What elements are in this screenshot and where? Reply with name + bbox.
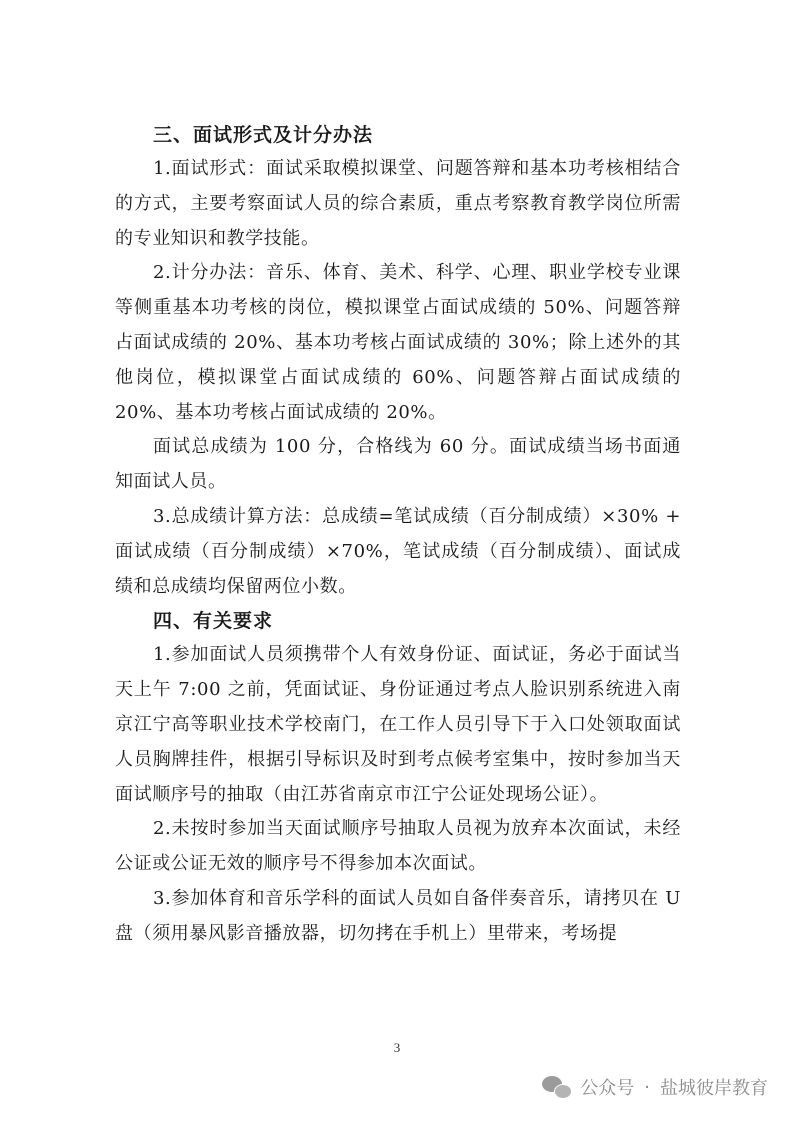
watermark-prefix: 公众号 — [580, 1078, 635, 1099]
section-4-paragraph-1: 1.参加面试人员须携带个人有效身份证、面试证，务必于面试当天上午 7:00 之前，凭面试证、身份证通过考点人脸识别系统进入南京江宁高等职业技术学校南门，在工作人员引导下于入口处领取面试人员胸牌挂件，根据引导标识及时到考点候考室集中，按时参加当天面试顺序号的抽取（由江苏省南京市江宁公证处现场公证）。 — [115, 644, 681, 805]
section-3-paragraph-1: 1.面试形式：面试采取模拟课堂、问题答辩和基本功考核相结合的方式，主要考察面试人员的综合素质，重点考察教育教学岗位所需的专业知识和教学技能。 — [115, 158, 681, 249]
section-4-heading: 四、有关要求 — [153, 610, 274, 633]
section-3-heading: 三、面试形式及计分办法 — [153, 124, 374, 146]
section-4-paragraph-3: 3.参加体育和音乐学科的面试人员如自备伴奏音乐，请拷贝在 U 盘（须用暴风影音播放器，切勿拷在手机上）里带来，考场提 — [115, 887, 681, 944]
document-body — [115, 118, 681, 952]
page-number: 3 — [393, 1040, 401, 1055]
section-3-paragraph-4: 3.总成绩计算方法：总成绩=笔试成绩（百分制成绩）×30% + 面试成绩（百分制成绩）×70%，笔试成绩（百分制成绩）、面试成绩和总成绩均保留两位小数。 — [115, 505, 681, 597]
wechat-icon — [542, 1074, 572, 1100]
section-3-paragraph-3: 面试总成绩为 100 分，合格线为 60 分。面试成绩当场书面通知面试人员。 — [115, 436, 681, 493]
section-4-paragraph-2: 2.未按时参加当天面试顺序号抽取人员视为放弃本次面试，未经公证或公证无效的顺序号不得参加本次面试。 — [115, 818, 681, 875]
wechat-watermark — [542, 1074, 768, 1100]
watermark-account-name: 盐城彼岸教育 — [660, 1078, 768, 1099]
watermark-separator: · — [644, 1076, 650, 1098]
section-3-paragraph-2: 2.计分办法：音乐、体育、美术、科学、心理、职业学校专业课等侧重基本功考核的岗位，模拟课堂占面试成绩的 50%、问题答辩占面试成绩的 20%、基本功考核占面试成绩的 30%；除上述外的其他岗位，模拟课堂占面试成绩的 60%、问题答辩占面试成绩的 20%、基本功考核占面试成绩的 20%。 — [115, 262, 681, 423]
